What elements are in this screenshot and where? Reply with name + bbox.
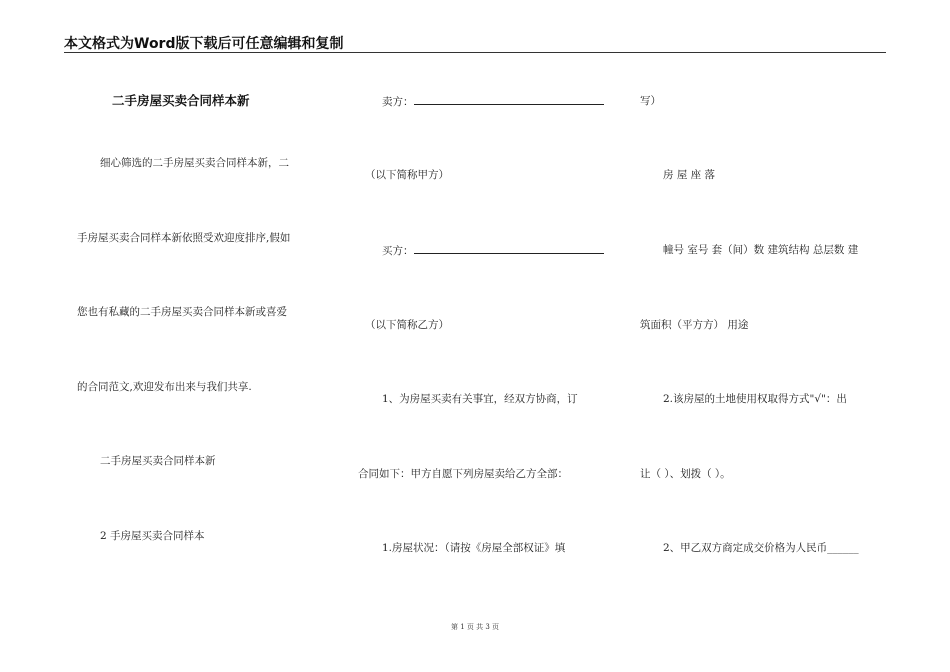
intro-line-3: 您也有私藏的二手房屋买卖合同样本新或喜爱: [77, 306, 287, 318]
col3-line-7: 2、甲乙双方商定成交价格为人民币______: [663, 542, 859, 554]
page-number: 第 1 页 共 3 页: [450, 623, 500, 631]
buyer-line: [382, 243, 604, 258]
buyer-label: 买方：: [382, 245, 414, 257]
document-title: 二手房屋买卖合同样本新: [112, 93, 250, 108]
col3-line-3: 幢号 室号 套（间）数 建筑结构 总层数 建: [663, 244, 859, 256]
intro-line-4: 的合同范文,欢迎发布出来与我们共享.: [77, 381, 252, 393]
seller-alias: （以下简称甲方）: [365, 169, 449, 181]
page-header: 本文格式为Word版下载后可任意编辑和复制: [64, 36, 344, 52]
list-item-2: 2 手房屋买卖合同样本: [100, 530, 205, 542]
seller-line: [382, 94, 604, 109]
intro-line-1: 细心筛选的二手房屋买卖合同样本新，二: [100, 157, 289, 169]
header-rule: [64, 52, 886, 53]
col3-line-4: 筑面积（平方方） 用途: [640, 319, 749, 331]
buyer-blank: [414, 243, 604, 254]
list-item-1: 二手房屋买卖合同样本新: [100, 455, 216, 467]
col3-line-1: 写）: [640, 95, 661, 107]
col3-line-6: 让（ ）、划拨（ ）。: [640, 468, 731, 480]
clause1-line-3: 1.房屋状况：（请按《房屋全部权证》填: [382, 542, 566, 554]
seller-blank: [414, 94, 604, 105]
col3-line-2: 房 屋 座 落: [663, 169, 716, 181]
intro-line-2: 手房屋买卖合同样本新依照受欢迎度排序,假如: [77, 232, 291, 244]
seller-label: 卖方：: [382, 96, 414, 108]
buyer-alias: （以下简称乙方）: [365, 319, 449, 331]
clause1-line-1: 1、为房屋买卖有关事宜，经双方协商，订: [382, 393, 578, 405]
col3-line-5: 2.该房屋的土地使用权取得方式"√"：出: [663, 393, 847, 405]
clause1-line-2: 合同如下：甲方自愿下列房屋卖给乙方全部：: [358, 468, 568, 480]
